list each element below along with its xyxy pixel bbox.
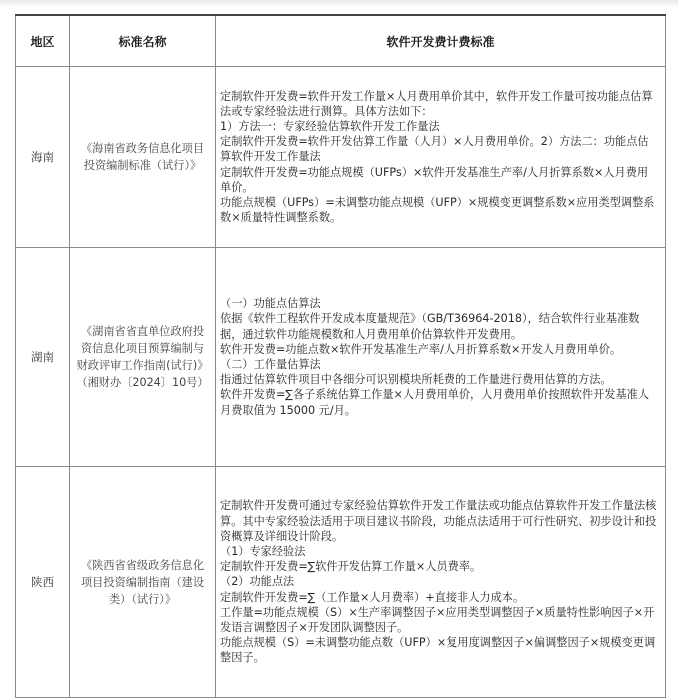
content-line: 定制软件开发费=∑（工作量×人月费率）+直接非人力成本。 bbox=[220, 590, 525, 604]
content-line: 指通过估算软件项目中各细分可识别模块所耗费的工作量进行费用估算的方法。 bbox=[220, 373, 612, 387]
content-line: 定制软件开发费=软件开发工作量×人月费用单价其中，软件开发工作量可按功能点估算法或专家经验法进行测算。具体方法如下： bbox=[220, 89, 653, 118]
content-line: 定制软件开发费=软件开发估算工作量（人月）×人月费用单价。2）方法二：功能点估算软件开发工作量法 bbox=[220, 135, 649, 164]
content-line: 功能点规模（S）=未调整功能点数（UFP）×复用度调整因子×偏调整因子×规模变更调整因子。 bbox=[220, 636, 656, 665]
standard-name-cell: 《海南省政务信息化项目投资编制标准（试行）》 bbox=[70, 67, 216, 248]
content-line: 功能点规模（UFPs）=未调整功能点规模（UFP）×规模变更调整系数×应用类型调整系数×质量特性调整系数。 bbox=[220, 196, 655, 225]
content-line: （一）功能点估算法 bbox=[220, 297, 321, 311]
content-line: 工作量=功能点规模（S）×生产率调整因子×应用类型调整因子×质量特性影响因子×开发语言调整因子×开发团队调整因子。 bbox=[220, 605, 655, 634]
content-line: （1）专家经验法 bbox=[220, 544, 306, 558]
header-fee-standard: 软件开发费计费标准 bbox=[216, 15, 666, 67]
region-cell: 湖南 bbox=[16, 248, 70, 467]
content-line: （二）工作量估算法 bbox=[220, 358, 321, 371]
header-standard-name: 标准名称 bbox=[70, 15, 216, 67]
top-shadow bbox=[0, 0, 678, 8]
content-line: （2）功能点法 bbox=[220, 575, 295, 589]
content-line: 软件开发费=∑各子系统估算工作量×人月费用单价，人月费用单价按照软件开发基准人月费取值为 15000 元/月。 bbox=[220, 388, 650, 417]
fee-standard-cell bbox=[216, 248, 666, 467]
fee-standard-cell bbox=[216, 67, 666, 248]
fee-standard-cell bbox=[216, 467, 666, 698]
table-row bbox=[16, 467, 666, 698]
header-region: 地区 bbox=[16, 15, 70, 67]
content-line: 定制软件开发费=功能点规模（UFPs）×软件开发基准生产率/人月折算系数×人月费用单价。 bbox=[220, 165, 649, 194]
content-line: 软件开发费=功能点数×软件开发基准生产率/人月折算系数×开发人月费用单价。 bbox=[220, 342, 622, 356]
region-cell: 海南 bbox=[16, 67, 70, 248]
standard-name-cell: 《湖南省省直单位政府投资信息化项目预算编制与财政评审工作指南(试行)》（湘财办〔2024〕10号） bbox=[70, 248, 216, 467]
table-row bbox=[16, 248, 666, 467]
standard-name-cell: 《陕西省省级政务信息化项目投资编制指南（建设类）（试行）》 bbox=[70, 467, 216, 698]
content-line: 1）方法一：专家经验估算软件开发工作量法 bbox=[220, 119, 440, 133]
content-line: 依据《软件工程软件开发成本度量规范》（GB/T36964-2018），结合软件行业基准数据，通过软件功能规模数和人月费用单价估算软件开发费用。 bbox=[220, 312, 640, 341]
region-cell: 陕西 bbox=[16, 467, 70, 698]
table-row bbox=[16, 67, 666, 248]
content-line: 定制软件开发费=∑软件开发估算工作量×人员费率。 bbox=[220, 560, 482, 574]
standards-table bbox=[15, 14, 666, 698]
header-row bbox=[16, 15, 666, 67]
content-line: 定制软件开发费可通过专家经验估算软件开发工作量法或功能点估算软件开发工作量法核算。其中专家经验法适用于项目建议书阶段，功能点法适用于可行性研究、初步设计和投资概算及详细设计阶段。 bbox=[220, 499, 657, 543]
